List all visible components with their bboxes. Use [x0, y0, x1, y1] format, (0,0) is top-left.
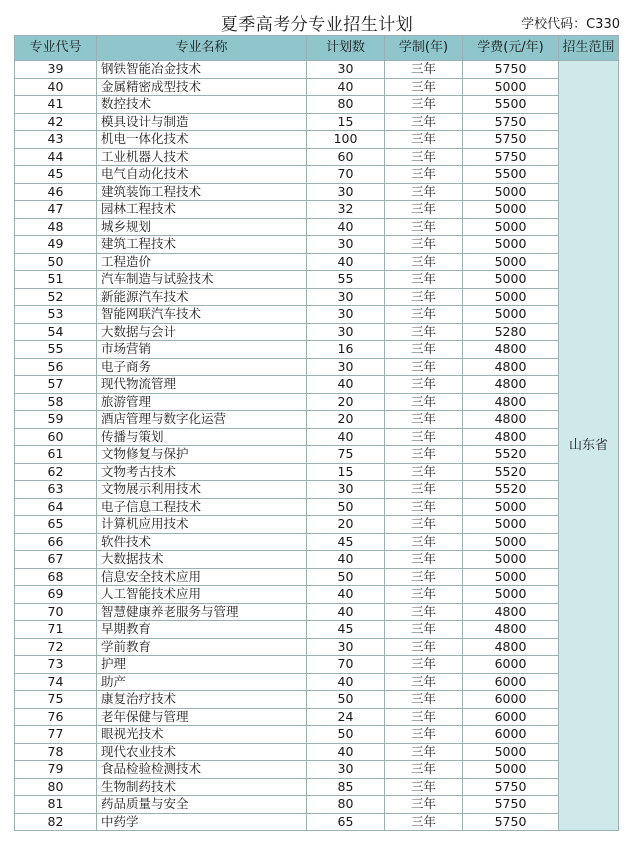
plan-count-cell: 16 — [307, 341, 385, 359]
duration-cell: 三年 — [385, 446, 463, 464]
major-code-cell: 49 — [15, 236, 97, 254]
table-row — [15, 586, 619, 604]
plan-count-cell: 45 — [307, 533, 385, 551]
major-name-cell: 中药学 — [97, 813, 307, 831]
plan-count-cell: 40 — [307, 376, 385, 394]
tuition-cell: 4800 — [463, 428, 559, 446]
table-row — [15, 183, 619, 201]
major-code-cell: 54 — [15, 323, 97, 341]
major-name-cell: 旅游管理 — [97, 393, 307, 411]
plan-count-cell: 45 — [307, 621, 385, 639]
major-code-cell: 59 — [15, 411, 97, 429]
table-row — [15, 568, 619, 586]
table-row — [15, 551, 619, 569]
duration-cell: 三年 — [385, 603, 463, 621]
major-code-cell: 42 — [15, 113, 97, 131]
duration-cell: 三年 — [385, 148, 463, 166]
duration-cell: 三年 — [385, 796, 463, 814]
plan-count-cell: 85 — [307, 778, 385, 796]
major-code-cell: 80 — [15, 778, 97, 796]
major-name-cell: 食品检验检测技术 — [97, 761, 307, 779]
duration-cell: 三年 — [385, 726, 463, 744]
enrollment-range-cell: 山东省 — [559, 61, 619, 831]
tuition-cell: 4800 — [463, 621, 559, 639]
table-row — [15, 428, 619, 446]
plan-count-cell: 30 — [307, 61, 385, 79]
duration-cell: 三年 — [385, 236, 463, 254]
major-name-cell: 信息安全技术应用 — [97, 568, 307, 586]
duration-cell: 三年 — [385, 411, 463, 429]
major-name-cell: 金属精密成型技术 — [97, 78, 307, 96]
table-row — [15, 393, 619, 411]
major-code-cell: 76 — [15, 708, 97, 726]
major-name-cell: 学前教育 — [97, 638, 307, 656]
plan-count-cell: 40 — [307, 603, 385, 621]
major-code-cell: 68 — [15, 568, 97, 586]
major-code-cell: 58 — [15, 393, 97, 411]
duration-cell: 三年 — [385, 166, 463, 184]
major-code-cell: 73 — [15, 656, 97, 674]
table-row — [15, 516, 619, 534]
major-code-cell: 60 — [15, 428, 97, 446]
tuition-cell: 6000 — [463, 673, 559, 691]
duration-cell: 三年 — [385, 691, 463, 709]
major-name-cell: 现代物流管理 — [97, 376, 307, 394]
tuition-cell: 5750 — [463, 778, 559, 796]
tuition-cell: 5000 — [463, 288, 559, 306]
duration-cell: 三年 — [385, 253, 463, 271]
tuition-cell: 5750 — [463, 796, 559, 814]
table-row — [15, 271, 619, 289]
duration-cell: 三年 — [385, 673, 463, 691]
tuition-cell: 5000 — [463, 236, 559, 254]
major-code-cell: 61 — [15, 446, 97, 464]
major-code-cell: 46 — [15, 183, 97, 201]
major-code-cell: 77 — [15, 726, 97, 744]
major-code-cell: 52 — [15, 288, 97, 306]
tuition-cell: 5000 — [463, 271, 559, 289]
major-name-cell: 护理 — [97, 656, 307, 674]
major-code-cell: 62 — [15, 463, 97, 481]
major-name-cell: 软件技术 — [97, 533, 307, 551]
table-row — [15, 533, 619, 551]
major-name-cell: 大数据技术 — [97, 551, 307, 569]
tuition-cell: 5000 — [463, 498, 559, 516]
table-row — [15, 691, 619, 709]
duration-cell: 三年 — [385, 568, 463, 586]
table-row — [15, 148, 619, 166]
duration-cell: 三年 — [385, 183, 463, 201]
plan-count-cell: 40 — [307, 551, 385, 569]
tuition-cell: 5750 — [463, 113, 559, 131]
tuition-cell: 5000 — [463, 551, 559, 569]
table-row — [15, 96, 619, 114]
plan-count-cell: 100 — [307, 131, 385, 149]
tuition-cell: 4800 — [463, 341, 559, 359]
tuition-cell: 5520 — [463, 446, 559, 464]
major-code-cell: 56 — [15, 358, 97, 376]
plan-count-cell: 75 — [307, 446, 385, 464]
major-code-cell: 53 — [15, 306, 97, 324]
plan-count-cell: 40 — [307, 253, 385, 271]
tuition-cell: 5500 — [463, 166, 559, 184]
table-row — [15, 78, 619, 96]
table-row — [15, 358, 619, 376]
plan-count-cell: 30 — [307, 638, 385, 656]
tuition-cell: 4800 — [463, 638, 559, 656]
duration-cell: 三年 — [385, 516, 463, 534]
major-name-cell: 人工智能技术应用 — [97, 586, 307, 604]
major-code-cell: 78 — [15, 743, 97, 761]
enrollment-plan-table — [14, 35, 619, 831]
plan-count-cell: 40 — [307, 586, 385, 604]
tuition-cell: 4800 — [463, 358, 559, 376]
major-code-cell: 47 — [15, 201, 97, 219]
duration-cell: 三年 — [385, 218, 463, 236]
major-name-cell: 钢铁智能冶金技术 — [97, 61, 307, 79]
duration-cell: 三年 — [385, 201, 463, 219]
major-code-cell: 63 — [15, 481, 97, 499]
major-code-cell: 50 — [15, 253, 97, 271]
major-code-cell: 51 — [15, 271, 97, 289]
page-title: 夏季高考分专业招生计划 — [220, 15, 414, 35]
table-row — [15, 113, 619, 131]
duration-cell: 三年 — [385, 131, 463, 149]
plan-count-cell: 15 — [307, 463, 385, 481]
major-name-cell: 智能网联汽车技术 — [97, 306, 307, 324]
plan-count-cell: 30 — [307, 481, 385, 499]
major-name-cell: 工业机器人技术 — [97, 148, 307, 166]
major-code-cell: 43 — [15, 131, 97, 149]
tuition-cell: 5280 — [463, 323, 559, 341]
major-code-cell: 55 — [15, 341, 97, 359]
major-code-cell: 79 — [15, 761, 97, 779]
major-code-cell: 82 — [15, 813, 97, 831]
major-name-cell: 智慧健康养老服务与管理 — [97, 603, 307, 621]
plan-count-cell: 32 — [307, 201, 385, 219]
major-name-cell: 文物考古技术 — [97, 463, 307, 481]
plan-count-cell: 50 — [307, 568, 385, 586]
major-name-cell: 老年保健与管理 — [97, 708, 307, 726]
duration-cell: 三年 — [385, 761, 463, 779]
major-name-cell: 酒店管理与数字化运营 — [97, 411, 307, 429]
table-row — [15, 306, 619, 324]
tuition-cell: 4800 — [463, 603, 559, 621]
major-code-cell: 40 — [15, 78, 97, 96]
table-row — [15, 498, 619, 516]
major-code-cell: 81 — [15, 796, 97, 814]
major-name-cell: 机电一体化技术 — [97, 131, 307, 149]
major-code-cell: 48 — [15, 218, 97, 236]
major-code-cell: 69 — [15, 586, 97, 604]
table-row — [15, 446, 619, 464]
table-header-row — [15, 36, 619, 61]
duration-cell: 三年 — [385, 498, 463, 516]
major-name-cell: 模具设计与制造 — [97, 113, 307, 131]
duration-cell: 三年 — [385, 61, 463, 79]
plan-count-cell: 30 — [307, 306, 385, 324]
major-name-cell: 药品质量与安全 — [97, 796, 307, 814]
tuition-cell: 5000 — [463, 183, 559, 201]
table-row — [15, 638, 619, 656]
tuition-cell: 4800 — [463, 411, 559, 429]
plan-count-cell: 50 — [307, 691, 385, 709]
tuition-cell: 4800 — [463, 376, 559, 394]
duration-cell: 三年 — [385, 463, 463, 481]
tuition-cell: 5000 — [463, 218, 559, 236]
major-code-cell: 71 — [15, 621, 97, 639]
table-row — [15, 621, 619, 639]
major-name-cell: 数控技术 — [97, 96, 307, 114]
page-header — [0, 0, 634, 35]
tuition-cell: 5000 — [463, 201, 559, 219]
duration-cell: 三年 — [385, 358, 463, 376]
plan-count-cell: 80 — [307, 96, 385, 114]
table-row — [15, 253, 619, 271]
tuition-cell: 5000 — [463, 306, 559, 324]
duration-cell: 三年 — [385, 638, 463, 656]
table-row — [15, 376, 619, 394]
plan-count-cell: 30 — [307, 288, 385, 306]
plan-count-cell: 55 — [307, 271, 385, 289]
plan-count-cell: 24 — [307, 708, 385, 726]
major-name-cell: 市场营销 — [97, 341, 307, 359]
tuition-cell: 5750 — [463, 61, 559, 79]
tuition-cell: 5000 — [463, 743, 559, 761]
tuition-cell: 5000 — [463, 586, 559, 604]
duration-cell: 三年 — [385, 393, 463, 411]
major-code-cell: 44 — [15, 148, 97, 166]
plan-count-cell: 65 — [307, 813, 385, 831]
major-name-cell: 电子商务 — [97, 358, 307, 376]
duration-cell: 三年 — [385, 743, 463, 761]
plan-count-cell: 40 — [307, 673, 385, 691]
col-header-code: 专业代号 — [15, 36, 97, 61]
table-row — [15, 218, 619, 236]
tuition-cell: 5000 — [463, 253, 559, 271]
table-row — [15, 411, 619, 429]
table-row — [15, 708, 619, 726]
major-code-cell: 57 — [15, 376, 97, 394]
table-row — [15, 288, 619, 306]
tuition-cell: 4800 — [463, 393, 559, 411]
plan-count-cell: 15 — [307, 113, 385, 131]
plan-count-cell: 20 — [307, 516, 385, 534]
plan-count-cell: 70 — [307, 656, 385, 674]
major-code-cell: 65 — [15, 516, 97, 534]
major-code-cell: 75 — [15, 691, 97, 709]
major-name-cell: 文物展示利用技术 — [97, 481, 307, 499]
tuition-cell: 5000 — [463, 78, 559, 96]
plan-count-cell: 80 — [307, 796, 385, 814]
duration-cell: 三年 — [385, 323, 463, 341]
duration-cell: 三年 — [385, 481, 463, 499]
major-code-cell: 41 — [15, 96, 97, 114]
major-name-cell: 大数据与会计 — [97, 323, 307, 341]
major-code-cell: 45 — [15, 166, 97, 184]
plan-count-cell: 20 — [307, 411, 385, 429]
major-name-cell: 计算机应用技术 — [97, 516, 307, 534]
tuition-cell: 6000 — [463, 726, 559, 744]
major-name-cell: 现代农业技术 — [97, 743, 307, 761]
duration-cell: 三年 — [385, 306, 463, 324]
tuition-cell: 5000 — [463, 761, 559, 779]
major-name-cell: 建筑工程技术 — [97, 236, 307, 254]
duration-cell: 三年 — [385, 533, 463, 551]
major-code-cell: 70 — [15, 603, 97, 621]
duration-cell: 三年 — [385, 78, 463, 96]
duration-cell: 三年 — [385, 551, 463, 569]
table-row — [15, 463, 619, 481]
duration-cell: 三年 — [385, 621, 463, 639]
tuition-cell: 5520 — [463, 481, 559, 499]
plan-count-cell: 60 — [307, 148, 385, 166]
table-row — [15, 201, 619, 219]
table-row — [15, 166, 619, 184]
table-row — [15, 726, 619, 744]
major-name-cell: 园林工程技术 — [97, 201, 307, 219]
plan-count-cell: 20 — [307, 393, 385, 411]
plan-count-cell: 40 — [307, 218, 385, 236]
table-row — [15, 341, 619, 359]
major-code-cell: 39 — [15, 61, 97, 79]
table-row — [15, 481, 619, 499]
tuition-cell: 5000 — [463, 533, 559, 551]
duration-cell: 三年 — [385, 288, 463, 306]
major-name-cell: 建筑装饰工程技术 — [97, 183, 307, 201]
plan-count-cell: 30 — [307, 183, 385, 201]
major-name-cell: 电气自动化技术 — [97, 166, 307, 184]
table-row — [15, 656, 619, 674]
table-row — [15, 61, 619, 79]
table-body — [15, 61, 619, 831]
major-name-cell: 电子信息工程技术 — [97, 498, 307, 516]
duration-cell: 三年 — [385, 96, 463, 114]
duration-cell: 三年 — [385, 271, 463, 289]
major-name-cell: 早期教育 — [97, 621, 307, 639]
plan-count-cell: 40 — [307, 428, 385, 446]
duration-cell: 三年 — [385, 708, 463, 726]
duration-cell: 三年 — [385, 428, 463, 446]
plan-count-cell: 50 — [307, 726, 385, 744]
major-code-cell: 67 — [15, 551, 97, 569]
table-row — [15, 236, 619, 254]
major-name-cell: 城乡规划 — [97, 218, 307, 236]
major-name-cell: 助产 — [97, 673, 307, 691]
plan-count-cell: 30 — [307, 761, 385, 779]
major-name-cell: 新能源汽车技术 — [97, 288, 307, 306]
tuition-cell: 5750 — [463, 131, 559, 149]
plan-count-cell: 30 — [307, 358, 385, 376]
table-row — [15, 761, 619, 779]
table-row — [15, 778, 619, 796]
major-name-cell: 汽车制造与试验技术 — [97, 271, 307, 289]
duration-cell: 三年 — [385, 586, 463, 604]
major-code-cell: 72 — [15, 638, 97, 656]
major-code-cell: 74 — [15, 673, 97, 691]
table-row — [15, 603, 619, 621]
col-header-plan: 计划数 — [307, 36, 385, 61]
duration-cell: 三年 — [385, 813, 463, 831]
plan-count-cell: 40 — [307, 743, 385, 761]
plan-count-cell: 30 — [307, 323, 385, 341]
col-header-range: 招生范围 — [559, 36, 619, 61]
major-name-cell: 工程造价 — [97, 253, 307, 271]
duration-cell: 三年 — [385, 778, 463, 796]
tuition-cell: 6000 — [463, 656, 559, 674]
plan-count-cell: 50 — [307, 498, 385, 516]
tuition-cell: 5000 — [463, 516, 559, 534]
tuition-cell: 5000 — [463, 568, 559, 586]
duration-cell: 三年 — [385, 656, 463, 674]
tuition-cell: 5500 — [463, 96, 559, 114]
table-row — [15, 796, 619, 814]
school-code: 学校代码：C330 — [521, 17, 620, 32]
major-code-cell: 64 — [15, 498, 97, 516]
major-name-cell: 传播与策划 — [97, 428, 307, 446]
table-row — [15, 323, 619, 341]
plan-count-cell: 40 — [307, 78, 385, 96]
tuition-cell: 6000 — [463, 691, 559, 709]
duration-cell: 三年 — [385, 113, 463, 131]
major-name-cell: 康复治疗技术 — [97, 691, 307, 709]
duration-cell: 三年 — [385, 341, 463, 359]
major-name-cell: 生物制药技术 — [97, 778, 307, 796]
tuition-cell: 6000 — [463, 708, 559, 726]
col-header-fee: 学费(元/年) — [463, 36, 559, 61]
duration-cell: 三年 — [385, 376, 463, 394]
major-code-cell: 66 — [15, 533, 97, 551]
col-header-years: 学制(年) — [385, 36, 463, 61]
major-name-cell: 眼视光技术 — [97, 726, 307, 744]
table-row — [15, 813, 619, 831]
tuition-cell: 5750 — [463, 148, 559, 166]
tuition-cell: 5520 — [463, 463, 559, 481]
table-row — [15, 131, 619, 149]
major-name-cell: 文物修复与保护 — [97, 446, 307, 464]
table-row — [15, 743, 619, 761]
tuition-cell: 5750 — [463, 813, 559, 831]
plan-count-cell: 30 — [307, 236, 385, 254]
col-header-name: 专业名称 — [97, 36, 307, 61]
table-row — [15, 673, 619, 691]
plan-count-cell: 70 — [307, 166, 385, 184]
